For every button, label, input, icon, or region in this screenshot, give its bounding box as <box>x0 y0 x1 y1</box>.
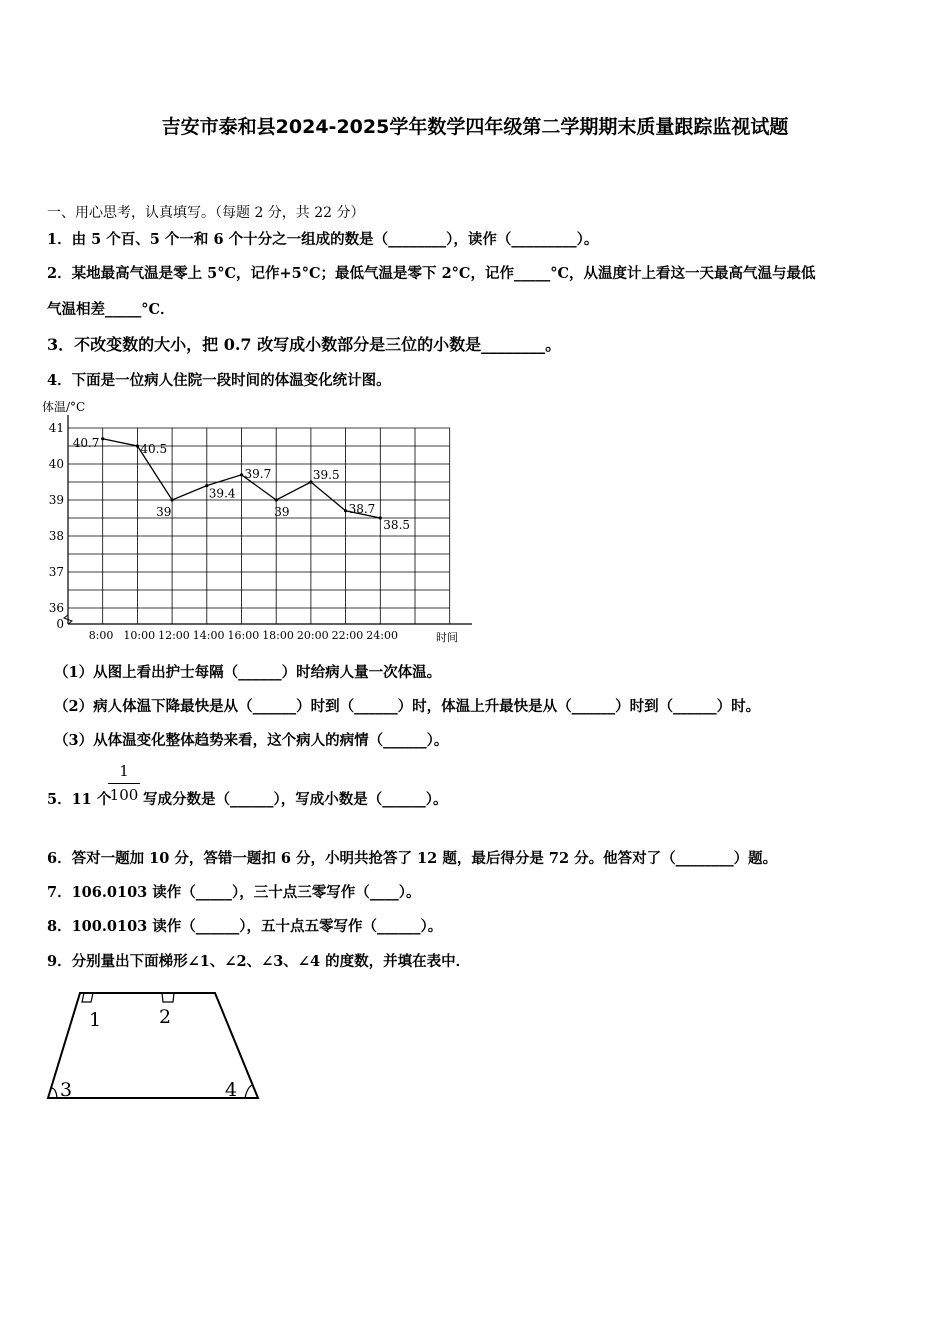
question-2-line-2: 气温相差_____°C． <box>47 301 175 318</box>
y-tick-label: 0 <box>56 617 64 631</box>
question-5-suffix: 写成分数是（______），写成小数是（______）。 <box>143 791 448 808</box>
temperature-data-label: 39 <box>274 505 290 519</box>
x-tick-label: 20:00 <box>296 629 329 642</box>
question-3: 3．不改变数的大小，把 0.7 改写成小数部分是三位的小数是________。 <box>47 335 562 354</box>
question-5-prefix: 5．11 个 <box>47 791 112 808</box>
trapezoid-figure <box>40 985 270 1110</box>
angle-1-label: 1 <box>89 1009 102 1031</box>
y-axis-label: 体温/°C <box>42 400 86 414</box>
question-4: 4．下面是一位病人住院一段时间的体温变化统计图。 <box>47 372 391 389</box>
question-2-line-1: 2．某地最高气温是零上 5°C，记作+5°C；最低气温是零下 2°C，记作_____°C，从温度计上看这一天最高气温与最低 <box>47 265 816 282</box>
question-1: 1．由 5 个百、5 个一和 6 个十分之一组成的数是（________），读作（_________）。 <box>47 231 599 248</box>
x-axis-label: 时间 <box>436 631 458 644</box>
temperature-data-label: 39 <box>156 505 172 519</box>
fraction-denominator: 100 <box>109 786 139 804</box>
x-tick-label: 10:00 <box>123 629 156 642</box>
question-4-part-1: （1）从图上看出护士每隔（______）时给病人量一次体温。 <box>54 664 442 681</box>
y-tick-label: 38 <box>48 529 64 543</box>
y-tick-label: 36 <box>48 601 64 615</box>
x-tick-label: 16:00 <box>227 629 260 642</box>
x-tick-label: 8:00 <box>88 629 114 642</box>
question-4-part-3: （3）从体温变化整体趋势来看，这个病人的病情（______）。 <box>54 732 449 749</box>
temperature-point <box>101 437 104 440</box>
x-tick-label: 14:00 <box>192 629 225 642</box>
y-tick-label: 39 <box>48 493 64 507</box>
temperature-point <box>136 444 139 447</box>
angle-2-mark <box>162 993 174 1002</box>
temperature-line-chart <box>40 395 490 650</box>
temperature-data-label: 40.7 <box>72 435 100 450</box>
x-tick-label: 18:00 <box>262 629 294 642</box>
angle-1-mark <box>82 993 93 1002</box>
y-tick-label: 41 <box>48 421 64 435</box>
angle-4-label: 4 <box>225 1079 238 1101</box>
temperature-data-label: 39.5 <box>312 468 340 482</box>
question-4-part-2: （2）病人体温下降最快是从（______）时到（______）时，体温上升最快是从（______）时到（______）时。 <box>54 698 761 715</box>
x-tick-label: 22:00 <box>331 629 364 642</box>
temperature-point <box>344 509 347 512</box>
temperature-point <box>275 498 278 501</box>
question-9: 9．分别量出下面梯形∠1、∠2、∠3、∠4 的度数，并填在表中． <box>47 953 471 970</box>
page-title: 吉安市泰和县2024-2025学年数学四年级第二学期期末质量跟踪监视试题 <box>161 116 789 138</box>
temperature-point <box>171 498 174 501</box>
temperature-data-label: 39.7 <box>244 466 272 481</box>
angle-4-mark <box>245 1085 252 1098</box>
fraction-bar <box>108 783 140 784</box>
temperature-data-label: 38.5 <box>383 518 411 532</box>
x-tick-label: 24:00 <box>366 629 399 642</box>
fraction-numerator: 1 <box>119 762 129 780</box>
question-7: 7．106.0103 读作（_____），三十点三零写作（____）。 <box>47 884 421 901</box>
temperature-point <box>240 473 243 476</box>
angle-2-label: 2 <box>159 1006 172 1028</box>
temperature-data-label: 38.7 <box>348 501 376 516</box>
y-tick-label: 37 <box>48 565 64 579</box>
question-8: 8．100.0103 读作（______），五十点五零写作（______）。 <box>47 918 443 935</box>
temperature-data-label: 39.4 <box>208 486 236 501</box>
temperature-point <box>379 516 382 519</box>
section-heading: 一、用心思考，认真填写。（每题 2 分，共 22 分） <box>47 205 365 221</box>
x-tick-label: 12:00 <box>158 629 190 642</box>
fraction-one-hundredth <box>108 762 140 804</box>
y-tick-label: 40 <box>48 457 64 471</box>
angle-3-label: 3 <box>60 1079 73 1101</box>
temperature-data-label: 40.5 <box>140 442 168 456</box>
question-6: 6．答对一题加 10 分，答错一题扣 6 分，小明共抢答了 12 题，最后得分是 72 分。他答对了（________）题。 <box>47 850 778 867</box>
